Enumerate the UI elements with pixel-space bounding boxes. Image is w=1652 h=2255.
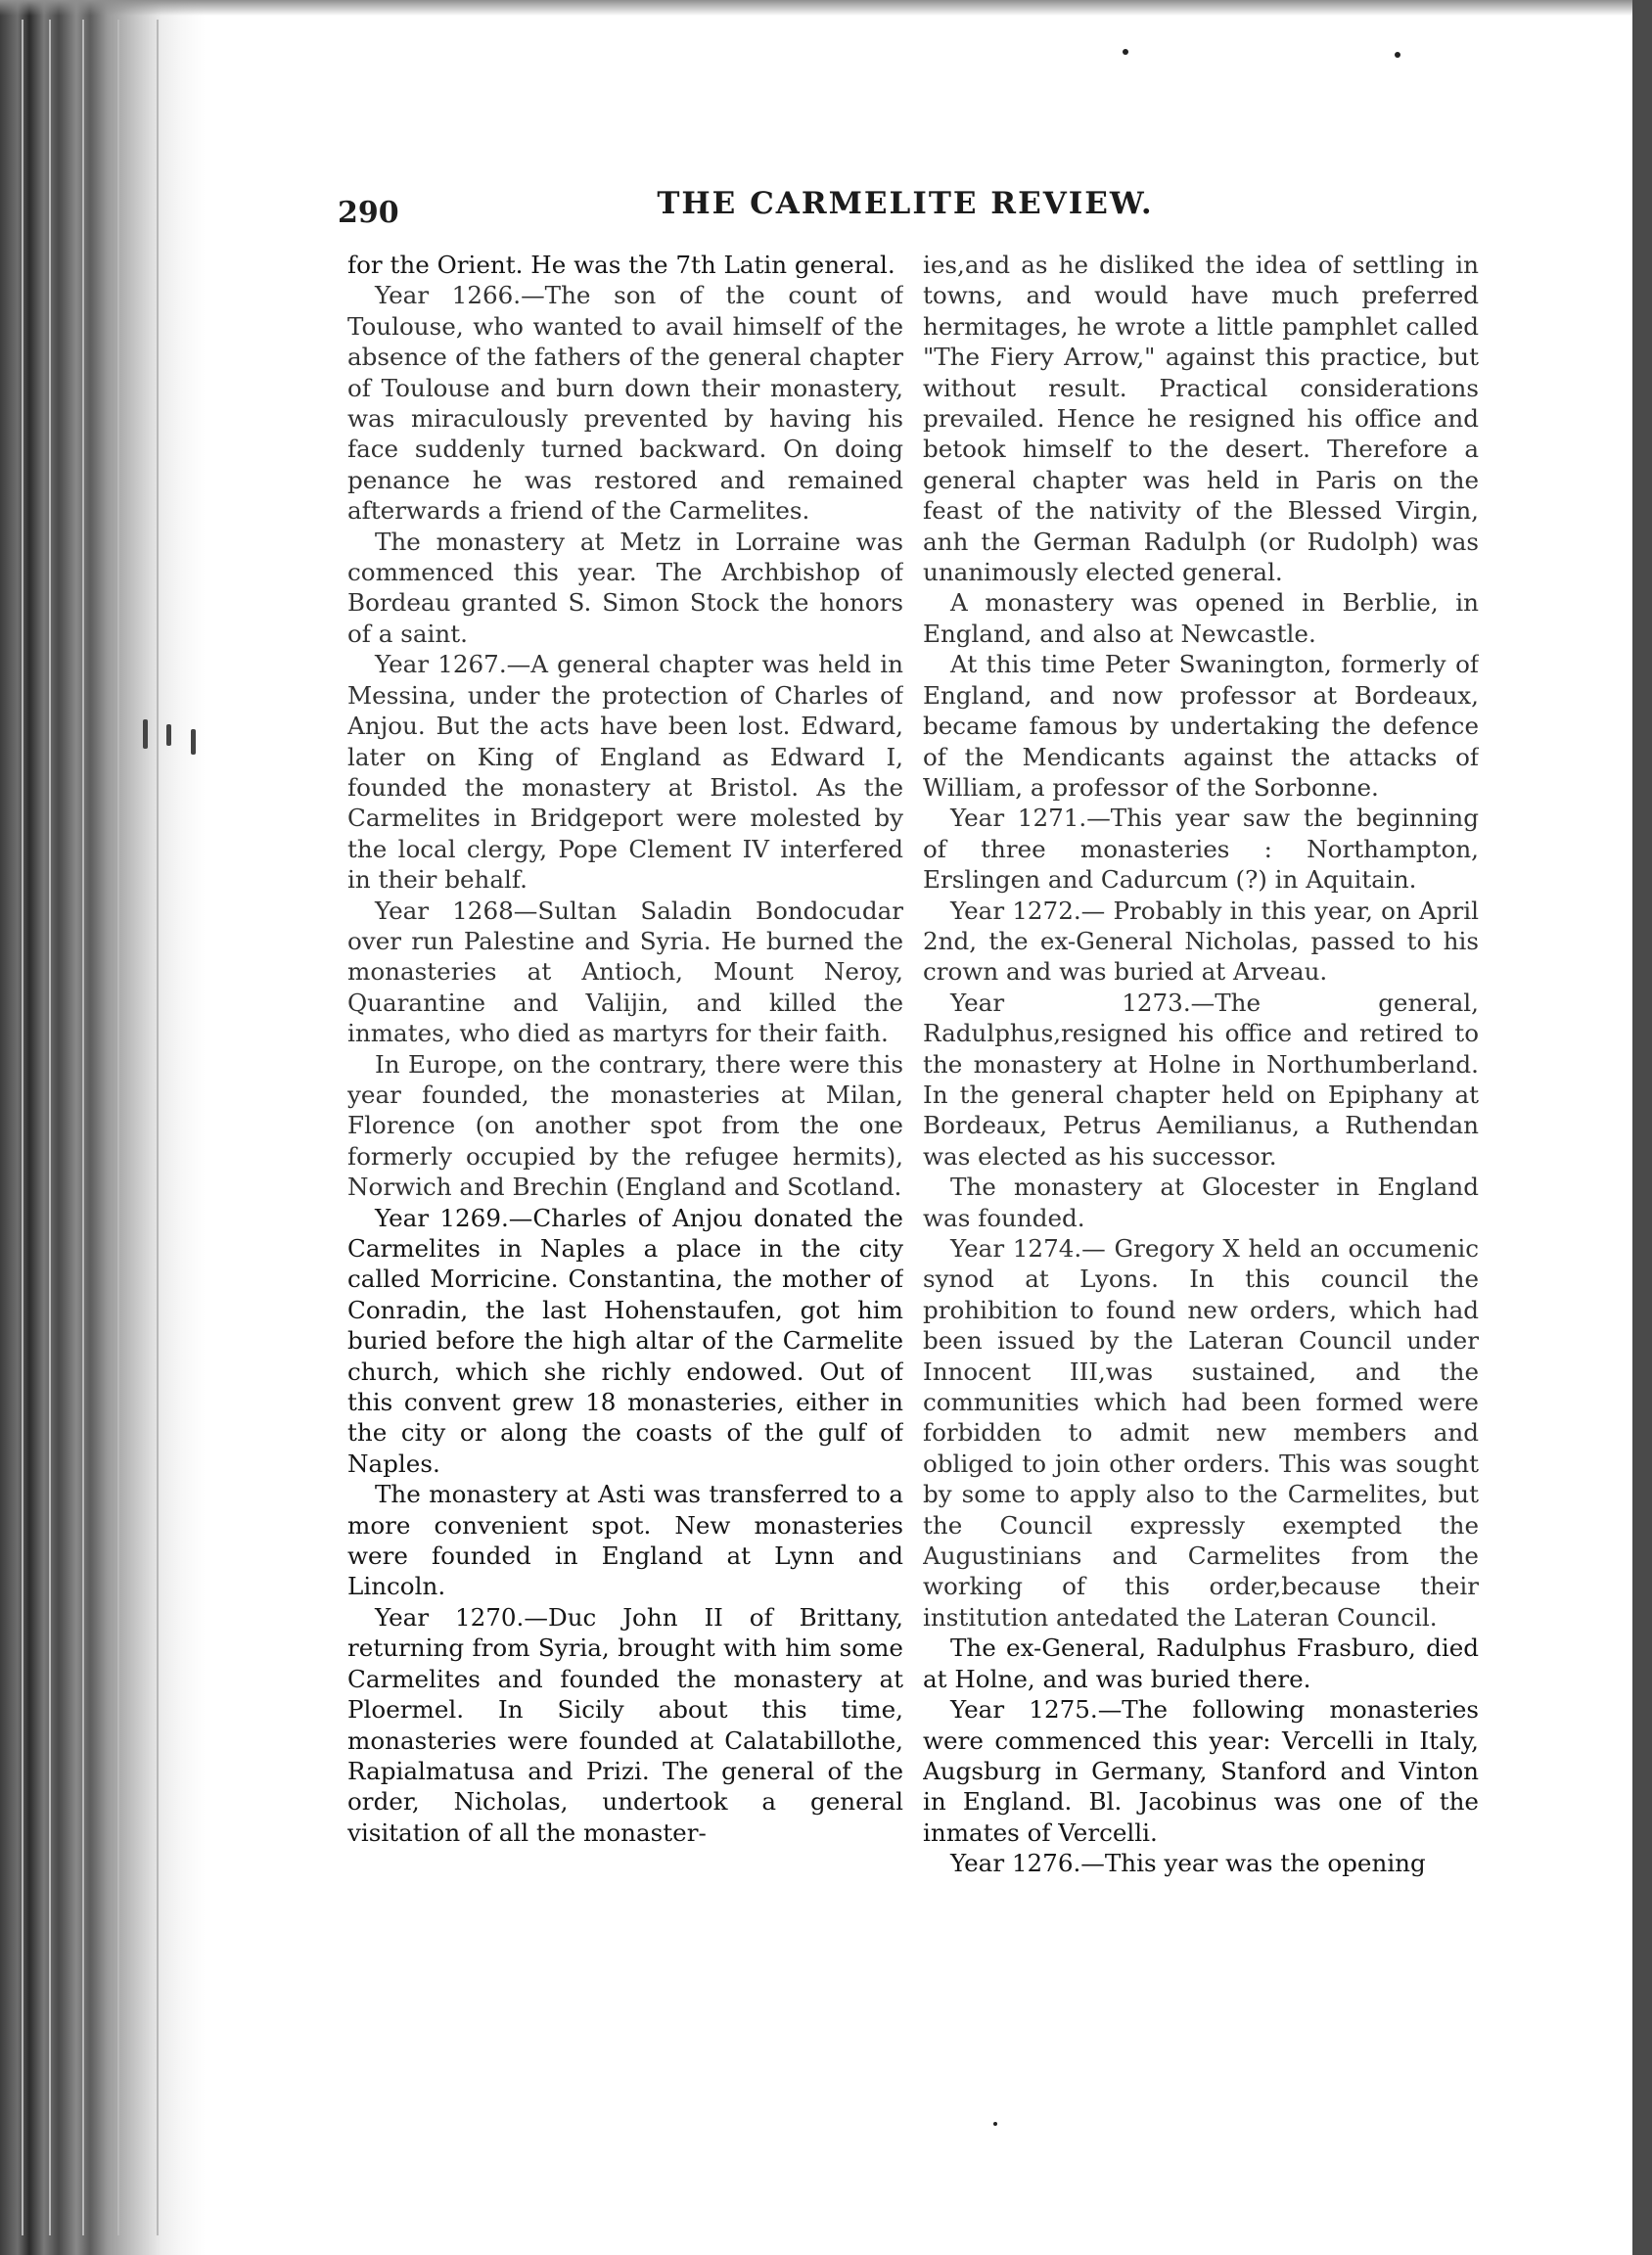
page-edge-line [117,20,119,2235]
paragraph: Year 1276.—This year was the opening [950,1849,1426,1878]
paragraph: A monastery was opened in Berblie, in England, and also at Newcastle. [923,588,1479,648]
paragraph: Year 1270.—Duc John II of Brittany, returning from Syria, brought with him some Carmelites and founded the monastery at Ploermel. In Sicily about this time, monasteries were founded at Calatabillothe, Rapialmatusa and Prizi. The general of the order, Nicholas, undertook a general visitation of all the monaster- [347,1602,903,1847]
paragraph: Year 1272.— Probably in this year, on April 2nd, the ex-General Nicholas, passed to his crown and was buried at Arveau. [923,896,1479,987]
paragraph: At this time Peter Swanington, formerly of England, and now professor at Bordeaux, became famous by undertaking the defence of the Mendicants against the attacks of William, a professor of the Sorbonne. [923,650,1479,802]
paragraph: ies,and as he disliked the idea of settling in towns, and would have much preferred hermitages, he wrote a little pamphlet called "The Fiery Arrow," against this practice, but without result. Practical considerations prevailed. Hence he resigned his office and betook himself to the desert. Therefore a general chapter was held in Paris on the feast of the nativity of the Blessed Virgin, anh the German Radulph (or Rudolph) was unanimously elected general. [923,251,1479,587]
paragraph: Year 1274.— Gregory X held an occumenic synod at Lyons. In this council the prohibition to found new orders, which had been issued by the Lateran Council under Innocent III,was sustained, and the communities which had been formed were forbidden to admit new members and obliged to join other orders. This was sought by some to apply also to the Carmelites, but the Council expressly exempted the Augustinians and Carmelites from the working of this order,because their institution antedated the Lateran Council. [923,1234,1479,1632]
right-margin-shadow [1632,0,1652,2255]
page-edge-line [49,20,51,2235]
top-shadow [0,0,1652,16]
binding-mark [191,729,196,755]
paragraph: for the Orient. He was the 7th Latin general. [347,251,895,279]
paragraph: Year 1275.—The following monasteries were commenced this year: Vercelli in Italy, Augsburg in Germany, Stanford and Vinton in England. Bl. Jacobinus was one of the inmates of Vercelli. [923,1695,1479,1847]
ink-speck [1123,49,1128,55]
text-column-right [923,250,1479,2031]
paragraph: Year 1266.—The son of the count of Toulouse, who wanted to avail himself of the absence of the fathers of the general chapter of Toulouse and burn down their monastery, was miraculously prevented by having his face suddenly turned backward. On doing penance he was restored and remained afterwards a friend of the Carmelites. [347,281,903,526]
paragraph: The monastery at Metz in Lorraine was commenced this year. The Archbishop of Bordeau granted S. Simon Stock the honors of a saint. [347,527,903,648]
page-edge-line [157,20,159,2235]
binding-mark [143,719,148,749]
page-edge-line [82,20,84,2235]
page-number: 290 [338,196,399,230]
page-header [338,186,1473,235]
ink-speck [993,2122,997,2126]
paragraph: Year 1271.—This year saw the beginning of three monasteries : Northampton, Erslingen and Cadurcum (?) in Aquitain. [923,804,1479,895]
paragraph: Year 1273.—The general, Radulphus,resigned his office and retired to the monastery at Holne in Northumberland. In the general chapter held on Epiphany at Bordeaux, Petrus Aemilianus, a Ruthendan was elected as his successor. [923,988,1479,1171]
ink-speck [1395,52,1400,58]
paragraph: Year 1269.—Charles of Anjou donated the Carmelites in Naples a place in the city called Morricine. Constantina, the mother of Conradin, the last Hohenstaufen, got him buried before the high altar of the Carmelite church, which she richly endowed. Out of this convent grew 18 monasteries, either in the city or along the coasts of the gulf of Naples. [347,1203,903,1478]
book-page-edges [0,0,206,2255]
page-edge-line [22,20,23,2235]
text-column-left [347,250,903,2031]
paragraph: The ex-General, Radulphus Frasburo, died at Holne, and was buried there. [923,1634,1479,1693]
journal-title: THE CARMELITE REVIEW. [657,186,1154,221]
binding-mark [166,724,171,746]
paragraph: Year 1267.—A general chapter was held in Messina, under the protection of Charles of Anjou. But the acts have been lost. Edward, later on King of England as Edward I, founded the monastery at Bristol. As the Carmelites in Bridgeport were molested by the local clergy, Pope Clement IV interfered in their behalf. [347,650,903,895]
paragraph: The monastery at Glocester in England was founded. [923,1173,1479,1232]
paragraph: Year 1268—Sultan Saladin Bondocudar over run Palestine and Syria. He burned the monasteries at Antioch, Mount Neroy, Quarantine and Valijin, and killed the inmates, who died as martyrs for their faith. [347,896,903,1048]
paragraph: The monastery at Asti was transferred to a more convenient spot. New monasteries were founded in England at Lynn and Lincoln. [347,1480,903,1601]
paragraph: In Europe, on the contrary, there were this year founded, the monasteries at Milan, Florence (on another spot from the one formerly occupied by the refugee hermits), Norwich and Brechin (England and Scotland. [347,1049,903,1202]
